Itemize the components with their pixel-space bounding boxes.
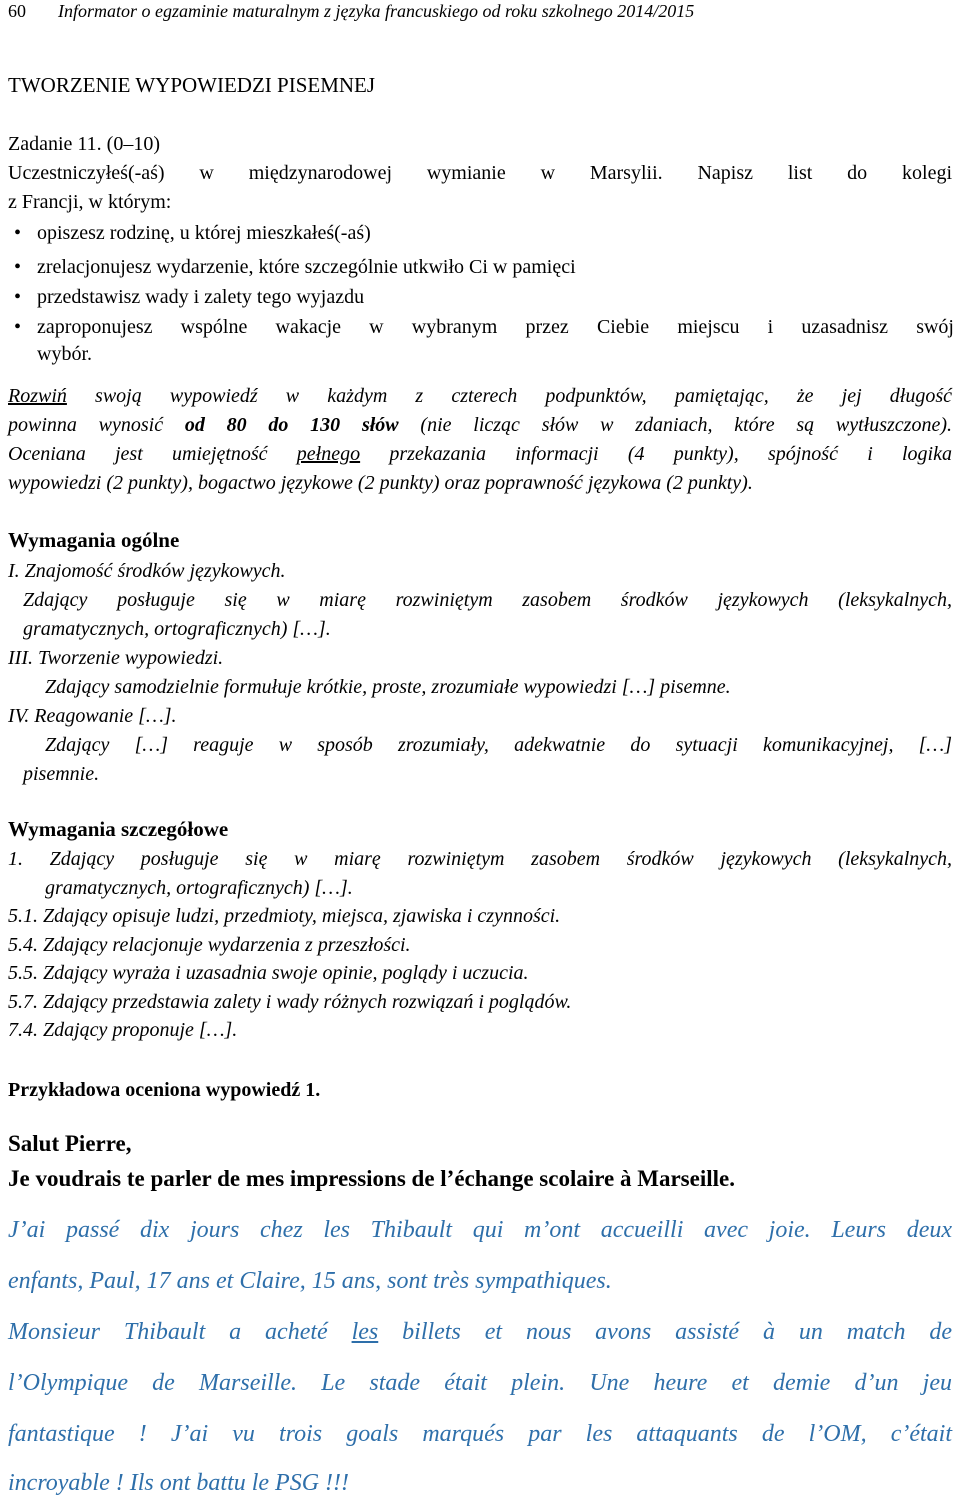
bullet-icon: • [14, 286, 22, 308]
general-line: I. Znajomość środków językowych. [8, 560, 286, 582]
task-intro-line2: z Francji, w którym: [8, 191, 172, 213]
letter-greeting: Salut Pierre, [8, 1131, 132, 1156]
grading-line2: wypowiedzi (2 punkty), bogactwo językowe (2 punkty) oraz poprawność językowa (2 punkty). [8, 472, 753, 494]
general-line: III. Tworzenie wypowiedzi. [8, 647, 224, 669]
general-heading: Wymagania ogólne [8, 528, 180, 552]
bullet-icon: • [14, 222, 22, 244]
detailed-item: 5.5. Zdający wyraża i uzasadnia swoje opinie, poglądy i uczucia. [8, 962, 529, 984]
grading-line1: Oceniana jest umiejętność pełnego przekazania informacji (4 punkty), spójność i logika [8, 443, 952, 465]
letter-line: J’ai passé dix jours chez les Thibault qui m’ont accueilli avec joie. Leurs deux [8, 1217, 952, 1243]
instruction-line1: Rozwiń swoją wypowiedź w każdym z czterech podpunktów, pamiętając, że jej długość [8, 385, 952, 407]
letter-line: incroyable ! Ils ont battu le PSG !!! [8, 1470, 350, 1496]
bullet-icon: • [14, 256, 22, 278]
letter-line: Monsieur Thibault a acheté les billets et nous avons assisté à un match de [8, 1319, 952, 1345]
letter-opening: Je voudrais te parler de mes impressions de l’échange scolaire à Marseille. [8, 1166, 735, 1191]
general-line: IV. Reagowanie […]. [8, 705, 177, 727]
letter-line: fantastique ! J’ai vu trois goals marqués par les attaquants de l’OM, c’était [8, 1421, 952, 1447]
detailed-item: 5.7. Zdający przedstawia zalety i wady różnych rozwiązań i poglądów. [8, 991, 572, 1013]
page-number: 60 [8, 1, 26, 21]
detailed-item: gramatycznych, ortograficznych) […]. [45, 877, 353, 899]
detailed-item: 5.4. Zdający relacjonuje wydarzenia z przeszłości. [8, 934, 411, 956]
general-line: Zdający samodzielnie formułuje krótkie, proste, zrozumiałe wypowiedzi […] pisemne. [45, 676, 731, 698]
bullet-item-2: zrelacjonujesz wydarzenie, które szczególnie utkwiło Ci w pamięci [37, 256, 576, 278]
letter-line: enfants, Paul, 17 ans et Claire, 15 ans, sont très sympathiques. [8, 1268, 612, 1294]
detailed-item: 5.1. Zdający opisuje ludzi, przedmioty, miejsca, zjawiska i czynności. [8, 905, 561, 927]
bullet-item-4: zaproponujesz wspólne wakacje w wybranym przez Ciebie miejscu i uzasadnisz swój [37, 316, 954, 338]
section-title: TWORZENIE WYPOWIEDZI PISEMNEJ [8, 73, 376, 97]
word-limit: od 80 do 130 słów [184, 414, 399, 436]
bullet-icon: • [14, 316, 22, 338]
task-title: Zadanie 11. (0–10) [8, 133, 160, 155]
sample-heading: Przykładowa oceniona wypowiedź 1. [8, 1079, 321, 1101]
detailed-heading: Wymagania szczegółowe [8, 817, 229, 841]
letter-line: l’Olympique de Marseille. Le stade était plein. Une heure et demie d’un jeu [8, 1370, 952, 1396]
general-line: Zdający posługuje się w miarę rozwiniętym zasobem środków językowych (leksykalnych, [23, 589, 952, 611]
detailed-item: 7.4. Zdający proponuje […]. [8, 1019, 238, 1041]
bullet-item-3: przedstawisz wady i zalety tego wyjazdu [37, 286, 365, 308]
instruction-line2: powinna wynosić od 80 do 130 słów (nie licząc słów w zdaniach, które są wytłuszczone). [8, 414, 952, 436]
bullet-item-1: opiszesz rodzinę, u której mieszkałeś(-aś) [37, 222, 371, 244]
page-header [8, 0, 694, 22]
general-line: gramatycznych, ortograficznych) […]. [23, 618, 331, 640]
instruction-keyword: Rozwiń [8, 385, 67, 407]
detailed-item: 1. Zdający posługuje się w miarę rozwiniętym zasobem środków językowych (leksykalnych, [8, 848, 952, 870]
bullet-item-4-cont: wybór. [37, 343, 92, 365]
general-line: Zdający […] reaguje w sposób zrozumiały, adekwatnie do sytuacji komunikacyjnej, […] [45, 734, 952, 756]
task-intro-line1: Uczestniczyłeś(-aś) w międzynarodowej wymianie w Marsylii. Napisz list do kolegi [8, 162, 952, 184]
header-title: Informator o egzaminie maturalnym z języka francuskiego od roku szkolnego 2014/2015 [58, 1, 695, 21]
general-line: pisemnie. [23, 763, 100, 785]
